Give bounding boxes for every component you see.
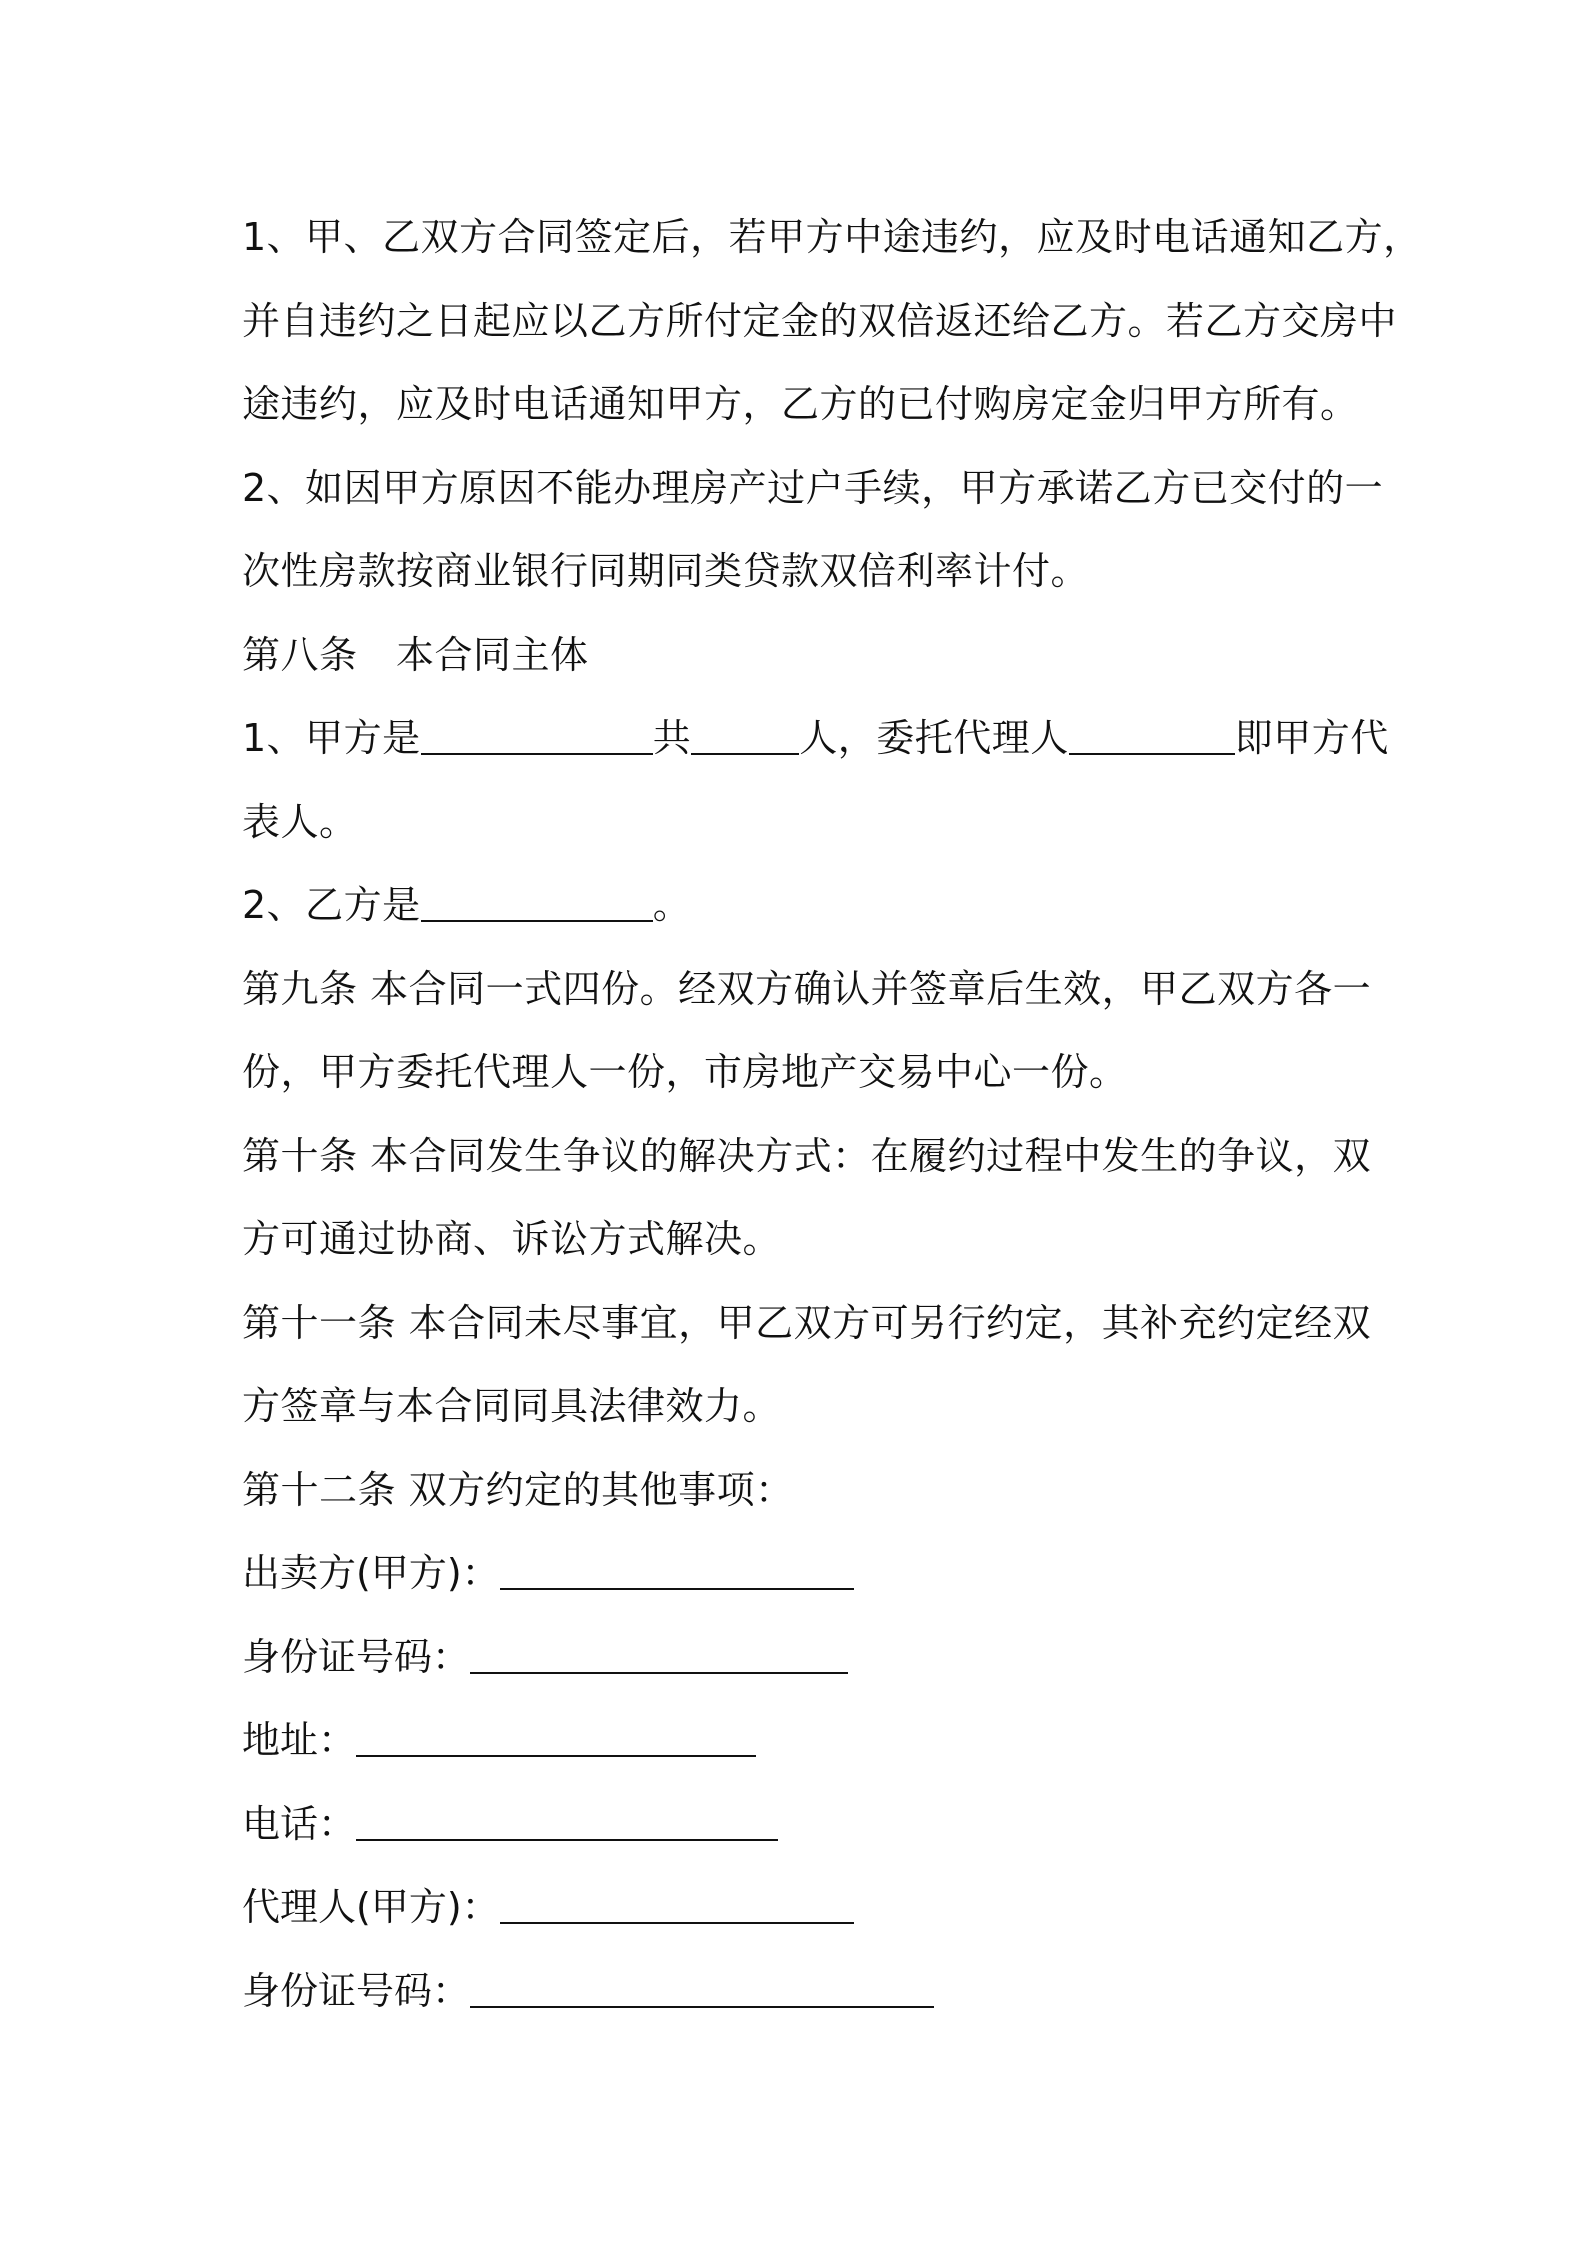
address-label: 地址： [242,1718,357,1762]
clause8-item1-continuation: 表人。 [242,799,358,844]
clause8-item1 [242,697,1389,781]
clause11-line-1: 第十一条 本合同未尽事宜，甲乙双方可另行约定，其补充约定经双 [242,1300,1372,1345]
party-a-name-blank[interactable] [421,719,653,755]
clause8-heading: 第八条 本合同主体 [242,632,589,677]
id-number-blank-1[interactable] [470,1638,848,1674]
id-number-label-1: 身份证号码： [242,1634,471,1679]
clause10-line-1: 第十条 本合同发生争议的解决方式：在履约过程中发生的争议，双 [242,1133,1372,1178]
clause8-item1-mid1: 共 [652,716,692,760]
clause11-line-2: 方签章与本合同同具法律效力。 [242,1384,782,1428]
clause7-line-3: 途违约，应及时电话通知甲方，乙方的已付购房定金归甲方所有。 [242,382,1359,426]
id-number-label-2: 身份证号码： [242,1968,471,2013]
clause12-heading: 第十二条 双方约定的其他事项： [242,1467,794,1512]
agent-blank[interactable] [500,1888,854,1924]
clause8-item2 [242,864,1372,948]
clause8-item1-mid2: 人，委托代理人 [799,716,1069,760]
clause7-line-1: 1、甲、乙双方合同签定后，若甲方中途违约，应及时电话通知乙方， [242,215,1422,259]
clause7-line-4: 2、如因甲方原因不能办理房产过户手续，甲方承诺乙方已交付的一 [242,465,1384,510]
phone-field [242,1783,1372,1867]
clause8-item1-suffix: 即甲方代 [1234,716,1389,760]
clause7-line-2: 并自违约之日起应以乙方所付定金的双倍返还给乙方。若乙方交房中 [242,298,1398,343]
clause7-line-5: 次性房款按商业银行同期同类贷款双倍利率计付。 [242,549,1090,593]
id-number-field-1 [242,1616,1372,1700]
clause8-item1-prefix: 1、甲方是 [242,716,421,760]
clause10-line-2: 方可通过协商、诉讼方式解决。 [242,1217,782,1261]
phone-label: 电话： [242,1801,357,1846]
seller-label: 出卖方(甲方)： [242,1551,500,1595]
agent-field [242,1866,1372,1950]
clause9-line-1: 第九条 本合同一式四份。经双方确认并签章后生效，甲乙双方各一 [242,966,1372,1011]
clause8-item2-prefix: 2、乙方是 [242,883,421,927]
party-a-count-blank[interactable] [691,719,799,755]
party-b-name-blank[interactable] [421,886,653,922]
id-number-blank-2[interactable] [470,1972,934,2008]
clause8-item2-suffix: 。 [652,883,692,927]
address-field [242,1699,1372,1783]
agent-label: 代理人(甲方)： [242,1885,500,1929]
phone-blank[interactable] [356,1805,778,1841]
contract-body [242,196,1422,2033]
id-number-field-2 [242,1950,1372,2034]
agent-name-blank[interactable] [1069,719,1235,755]
address-blank[interactable] [356,1721,756,1757]
seller-blank[interactable] [500,1554,854,1590]
clause9-line-2: 份，甲方委托代理人一份，市房地产交易中心一份。 [242,1050,1128,1094]
seller-field [242,1532,1372,1616]
